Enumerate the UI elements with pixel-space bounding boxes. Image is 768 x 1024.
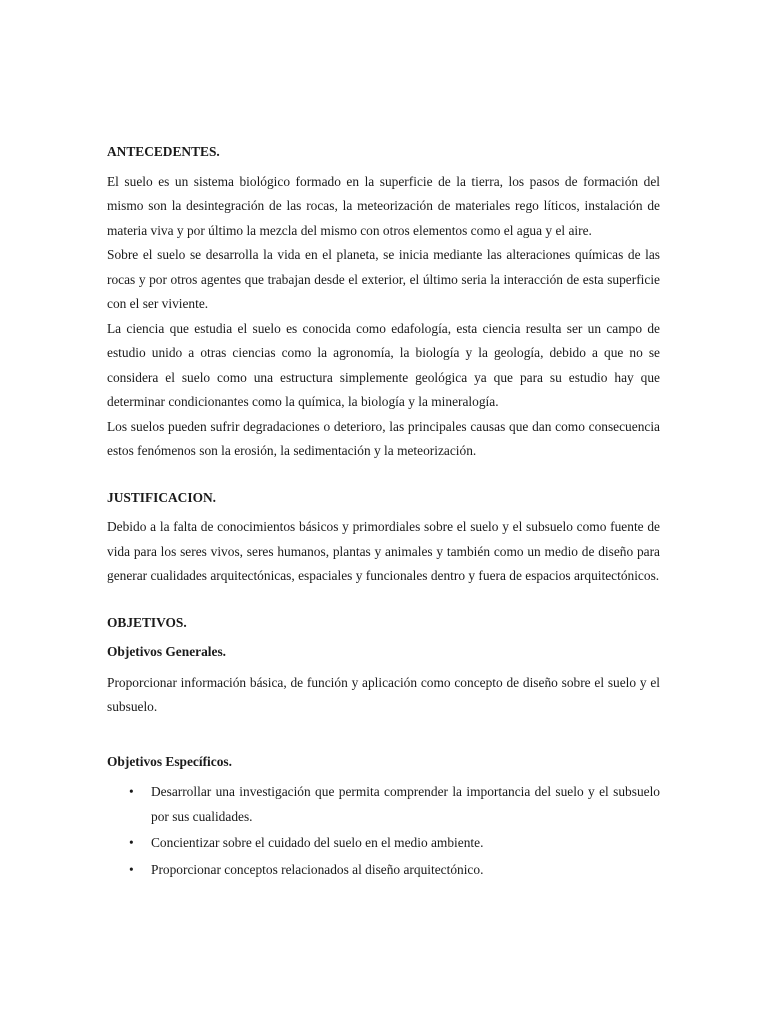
objetivos-generales-paragraph: Proporcionar información básica, de función y aplicación como concepto de diseño sobre el suelo y el subsuelo. (107, 674, 660, 714)
list-item (107, 858, 660, 883)
bullet-icon: • (129, 861, 134, 877)
list-item-text: Proporcionar conceptos relacionados al diseño arquitectónico. (151, 861, 484, 877)
bullet-icon: • (129, 835, 134, 850)
objetivos-especificos-list (107, 780, 660, 882)
antecedentes-paragraph-4: Los suelos pueden sufrir degradaciones o deterioro, las principales causas que dan como consecuencia estos fenómenos son la erosión, la sedimentación y la meteorización. (107, 418, 660, 458)
document-page (107, 140, 660, 884)
antecedentes-paragraph-3: La ciencia que estudia el suelo es conocida como edafología, esta ciencia resulta ser un campo de estudio unido a otras ciencias como la agronomía, la biología y la geología, debido a que no se considera el suelo como una estructura simplemente geológica ya que para su estudio hay que determinar condicionantes como la química, la biología y la mineralogía. (107, 320, 660, 409)
antecedentes-heading: ANTECEDENTES. (107, 144, 220, 159)
objetivos-generales-heading: Objetivos Generales. (107, 644, 227, 659)
objetivos-especificos-heading: Objetivos Específicos. (107, 753, 232, 769)
list-item-text: Desarrollar una investigación que permita comprender la importancia del suelo y el subsuelo por sus cualidades. (151, 784, 660, 824)
objetivos-heading: OBJETIVOS. (107, 614, 187, 630)
list-item (107, 831, 660, 856)
bullet-icon: • (129, 784, 134, 799)
justificacion-heading: JUSTIFICACION. (107, 489, 217, 505)
list-item-text: Concientizar sobre el cuidado del suelo en el medio ambiente. (151, 835, 484, 850)
justificacion-paragraph: Debido a la falta de conocimientos básicos y primordiales sobre el suelo y el subsuelo como fuente de vida para los seres vivos, seres humanos, plantas y animales y también como un medio de diseño para generar cualidades arquitectónicas, espaciales y funcionales dentro y fuera de espacios arquitectónicos. (107, 519, 660, 583)
antecedentes-paragraph-2: Sobre el suelo se desarrolla la vida en el planeta, se inicia mediante las alteraciones químicas de las rocas y por otros agentes que trabajan desde el exterior, el último seria la interacción de esta superficie con el ser viviente. (107, 247, 660, 311)
list-item (107, 780, 660, 829)
antecedentes-paragraph-1: El suelo es un sistema biológico formado en la superficie de la tierra, los pasos de formación del mismo son la desintegración de las rocas, la meteorización de materiales rego líticos, instalación de materia viva y por último la mezcla del mismo con otros elementos como el agua y el aire. (107, 173, 660, 238)
